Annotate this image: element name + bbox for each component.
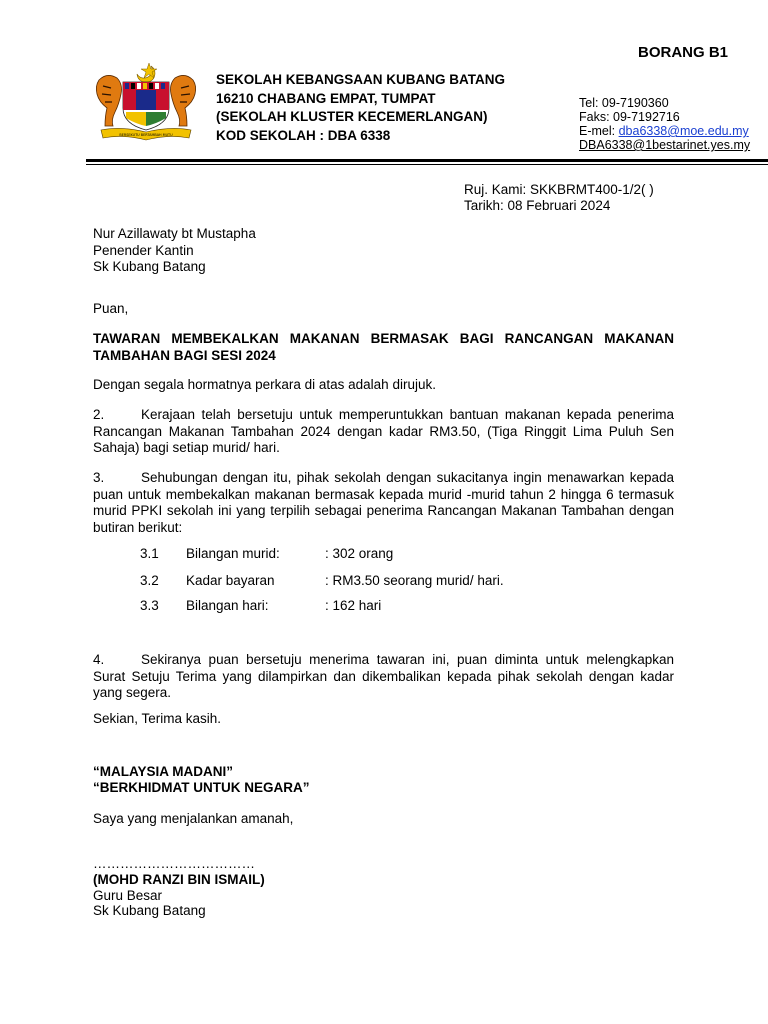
salutation: Puan,	[93, 301, 129, 316]
detail-row	[0, 598, 768, 614]
letter-subject: TAWARAN MEMBEKALKAN MAKANAN BERMASAK BAGI RANCANGAN MAKANAN TAMBAHAN BAGI SESI 2024	[93, 331, 674, 363]
email-link-2[interactable]: DBA6338@1bestarinet.yes.my	[579, 138, 751, 152]
signature-line: ………………………………	[93, 856, 255, 871]
detail-number: 3.1	[140, 546, 159, 561]
paragraph-4-text: Sekiranya puan bersetuju menerima tawaran ini, puan diminta untuk melengkapkan Surat Setuju Terima yang dilampirkan dan dikembalikan kepada pihak sekolah dengan kadar yang segera.	[93, 652, 674, 700]
tel-number: Tel: 09-7190360	[579, 96, 669, 110]
paragraph-2-text: Kerajaan telah bersetuju untuk memperuntukkan bantuan makanan kepada penerima Rancangan Makanan Tambahan 2024 dengan kadar RM3.50, (Tiga Ringgit Lima Puluh Sen Sahaja) bagi setiap murid/ hari.	[93, 407, 674, 455]
svg-text:BERSEKUTU BERTAMBAH MUTU: BERSEKUTU BERTAMBAH MUTU	[119, 133, 173, 137]
detail-label: Bilangan murid:	[186, 546, 280, 561]
paragraph-3-number: 3.	[93, 470, 105, 485]
school-code: KOD SEKOLAH : DBA 6338	[216, 127, 391, 143]
signatory-title: Guru Besar	[93, 888, 163, 903]
reference-number: Ruj. Kami: SKKBRMT400-1/2( )	[464, 182, 654, 197]
paragraph-3	[93, 470, 674, 536]
detail-row	[0, 573, 768, 589]
detail-value: : 302 orang	[325, 546, 394, 561]
email-link[interactable]: dba6338@moe.edu.my	[618, 124, 749, 138]
school-name: SEKOLAH KEBANGSAAN KUBANG BATANG	[216, 72, 505, 87]
slogan-berkhidmat: “BERKHIDMAT UNTUK NEGARA”	[93, 780, 310, 795]
paragraph-2-number: 2.	[93, 407, 105, 422]
school-address: 16210 CHABANG EMPAT, TUMPAT	[216, 90, 436, 106]
detail-value: : RM3.50 seorang murid/ hari.	[325, 573, 504, 588]
school-info	[216, 71, 505, 145]
detail-label: Kadar bayaran	[186, 573, 275, 588]
detail-label: Bilangan hari:	[186, 598, 269, 613]
email-label: E-mel:	[579, 124, 619, 138]
header-divider-thin	[86, 164, 768, 165]
closing-line: Sekian, Terima kasih.	[93, 711, 222, 726]
detail-number: 3.2	[140, 573, 159, 588]
fax-number: Faks: 09-7192716	[579, 110, 680, 124]
header-divider-thick	[86, 159, 768, 162]
letter-date: Tarikh: 08 Februari 2024	[464, 198, 611, 213]
recipient-block	[93, 226, 674, 276]
form-code: BORANG B1	[637, 44, 728, 61]
intro-paragraph: Dengan segala hormatnya perkara di atas adalah dirujuk.	[93, 377, 436, 392]
signoff-line: Saya yang menjalankan amanah,	[93, 811, 294, 826]
paragraph-2	[93, 407, 674, 457]
detail-number: 3.3	[140, 598, 159, 613]
coat-of-arms-logo	[93, 60, 199, 144]
school-cluster: (SEKOLAH KLUSTER KECEMERLANGAN)	[216, 109, 488, 124]
recipient-name: Nur Azillawaty bt Mustapha	[93, 226, 256, 241]
detail-value: : 162 hari	[325, 598, 382, 613]
signatory-school: Sk Kubang Batang	[93, 903, 206, 918]
email-row	[579, 124, 750, 138]
detail-row	[0, 546, 768, 562]
recipient-position: Penender Kantin	[93, 242, 194, 258]
reference-block	[464, 182, 654, 214]
slogan-malaysia-madani: “MALAYSIA MADANI”	[93, 764, 234, 779]
paragraph-3-text: Sehubungan dengan itu, pihak sekolah dengan sukacitanya ingin menawarkan kepada puan untuk membekalkan makanan bermasak kepada murid -murid tahun 2 hingga 6 termasuk murid PPKI sekolah ini yang terpilih sebagai penerima Rancangan Makanan Tambahan dengan butiran berikut:	[93, 470, 674, 535]
paragraph-4	[93, 652, 674, 702]
signatory-name: (MOHD RANZI BIN ISMAIL)	[93, 872, 265, 887]
contact-info	[579, 96, 750, 152]
paragraph-4-number: 4.	[93, 652, 105, 667]
recipient-school: Sk Kubang Batang	[93, 259, 206, 274]
